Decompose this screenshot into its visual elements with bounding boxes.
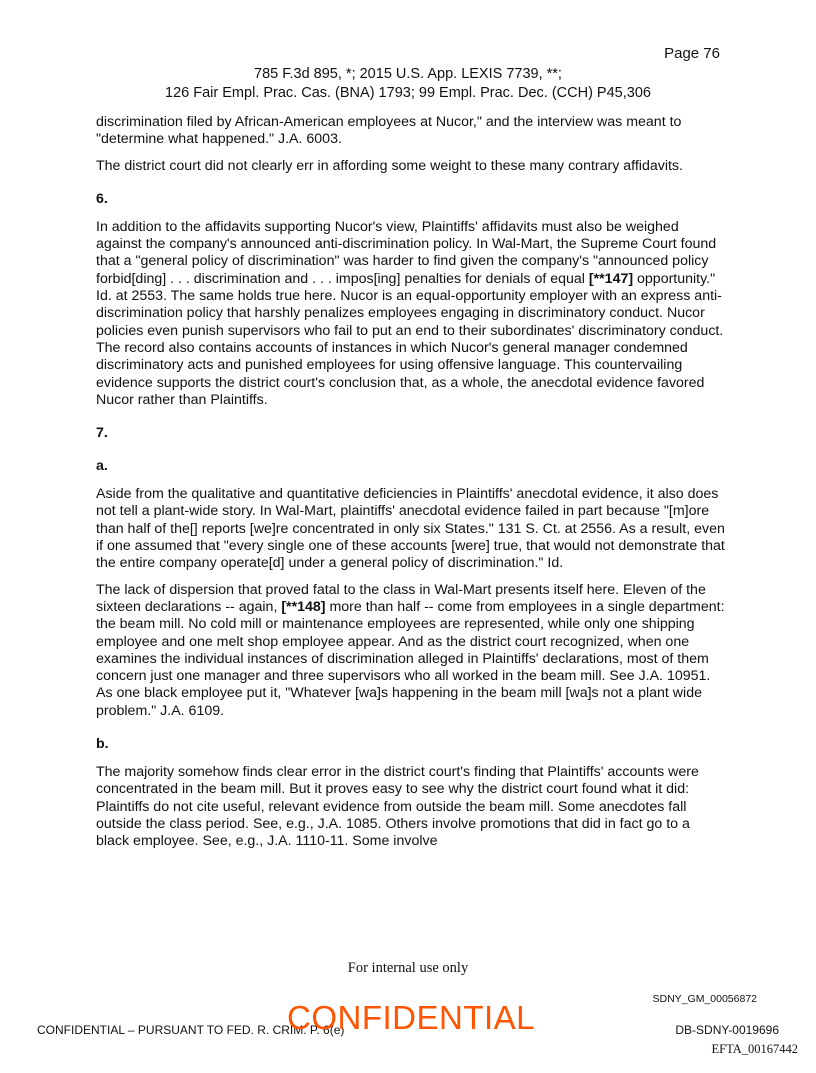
citation-line-1: 785 F.3d 895, *; 2015 U.S. App. LEXIS 7739, **; (254, 66, 562, 82)
paragraph-3 (96, 219, 726, 409)
document-body (96, 114, 726, 860)
subsection-heading-a: a. (96, 458, 108, 475)
paragraph-5-part-b: more than half -- come from employees in a single department: the beam mill. No cold mill or maintenance employees are represented, while only one shipping employee and one melt shop employee appear. And as the district court recognized, when one examines the individual instances of discrimination alleged in Plaintiffs' declarations, most of them concern just one manager and three supervisors who all worked in the beam mill. See J.A. 10951. As one black employee put it, "Whatever [wa]s happening in the beam mill [wa]s not a plant wide problem." J.A. 6109. (96, 598, 725, 719)
section-heading-7: 7. (96, 425, 108, 442)
paragraph-5 (96, 582, 726, 720)
citation-line-2: 126 Fair Empl. Prac. Cas. (BNA) 1793; 99 Empl. Prac. Dec. (CCH) P45,306 (165, 85, 651, 101)
paragraph-3-part-b: opportunity." Id. at 2553. The same holds true here. Nucor is an equal-opportunity employer with an express anti-discrimination policy that harshly penalizes employees engaging in discriminatory conduct. Nucor policies even punish supervisors who fail to put an end to their subordinates' discriminatory conduct. The record also contains accounts of instances in which Nucor's general manager condemned discriminatory acts and punished employees for using offensive language. This countervailing evidence supports the district court's conclusion that, as a whole, the anecdotal evidence favored Nucor rather than Plaintiffs. (96, 270, 724, 408)
internal-use-notice: For internal use only (347, 960, 469, 976)
bates-efta: EFTA_00167442 (711, 1042, 798, 1056)
confidential-notice: CONFIDENTIAL – PURSUANT TO FED. R. CRIM. P. 6(e) (37, 1023, 345, 1037)
page-number: Page 76 (664, 45, 720, 62)
paragraph-3-part-a: In addition to the affidavits supporting Nucor's view, Plaintiffs' affidavits must also be weighed against the company's announced anti-discrimination policy. In Wal-Mart, the Supreme Court found that a "general policy of discrimination" was harder to find given the company's "announced policy forbid[ding] . . . discrimination and . . . impos[ing] penalties for denials of equal (96, 218, 717, 287)
page-marker-147: [**147] (588, 270, 634, 287)
paragraph-5-part-a: The lack of dispersion that proved fatal to the class in Wal-Mart presents itself here. Eleven of the sixteen declarations -- again, (96, 581, 706, 615)
paragraph-2: The district court did not clearly err in affording some weight to these many contrary affidavits. (96, 157, 683, 174)
paragraph-6: The majority somehow finds clear error in the district court's finding that Plaintiffs' accounts were concentrated in the beam mill. But it proves easy to see why the district court found what it did: Plaintiffs do not cite useful, relevant evidence from outside the beam mill. Some anecdotes fall outside the class period. See, e.g., J.A. 1085. Others involve promotions that did in fact go to a black employee. See, e.g., J.A. 1110-11. Some involve (96, 764, 699, 850)
paragraph-1: discrimination filed by African-American employees at Nucor," and the interview was meant to "determine what happened." J.A. 6003. (96, 114, 682, 148)
bates-db-sdny: DB-SDNY-0019696 (675, 1023, 779, 1037)
confidential-stamp: CONFIDENTIAL (287, 999, 536, 1036)
paragraph-4: Aside from the qualitative and quantitative deficiencies in Plaintiffs' anecdotal evidence, it also does not tell a plant-wide story. In Wal-Mart, plaintiffs' anecdotal evidence failed in part because "[m]ore than half of the[] reports [we]re concentrated in only six States." 131 S. Ct. at 2556. As a result, even if one assumed that "every single one of these accounts [were] true, that would not demonstrate that the entire company operate[d] under a general policy of discrimination." Id. (96, 486, 725, 572)
page-marker-148: [**148] (281, 598, 326, 615)
section-heading-6: 6. (96, 190, 108, 207)
bates-sdny-gm: SDNY_GM_00056872 (652, 993, 757, 1005)
subsection-heading-b: b. (96, 736, 109, 753)
